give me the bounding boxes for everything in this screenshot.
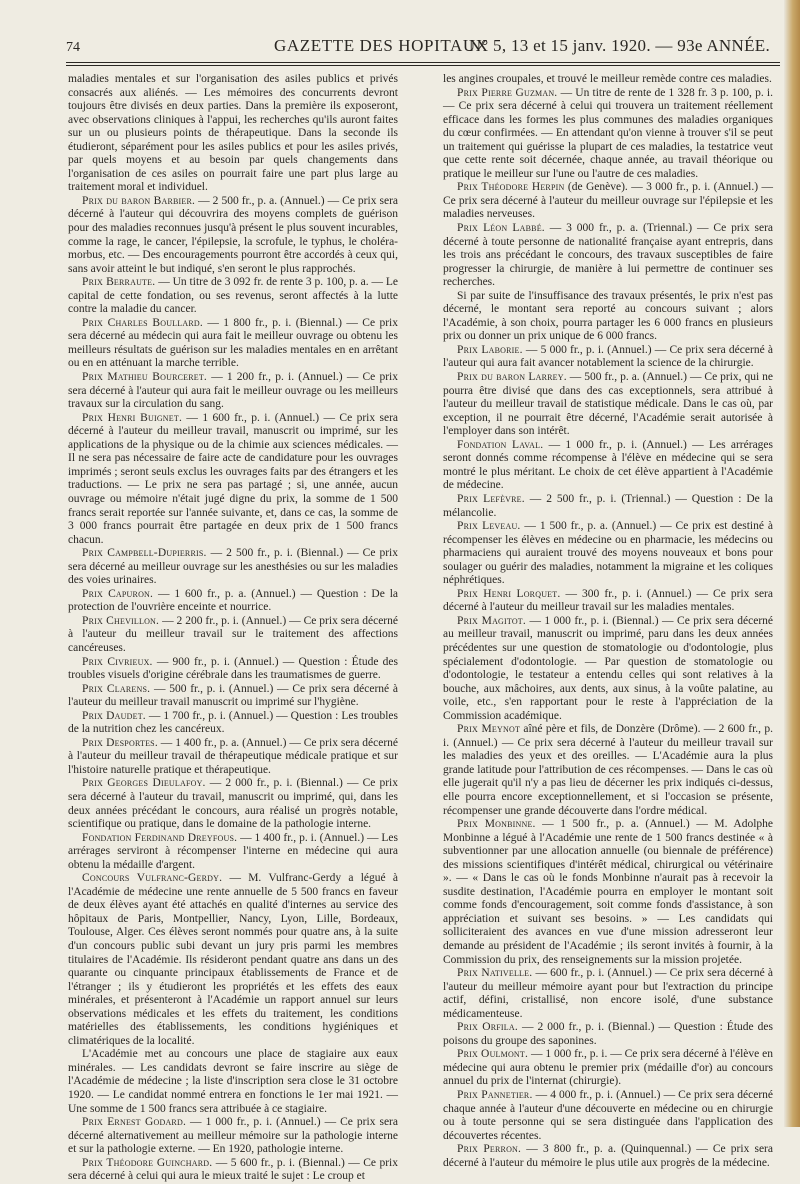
prize-name: Prix Berraute. [82,276,156,289]
prize-name: Prix Magitot. [457,614,526,627]
prize-name: Prix Meynot [457,723,521,736]
paragraph-text: maladies mentales et sur l'organisation des asiles publics et privés consacrés aux aliénés. — Les mémoires des concurrents devront toujours être divisés en deux parties. Dans la première ils exposeront, avec observations cliniques à l'appui, les recherches qu'ils auront faites sur un ou plusieurs points de thérapeutique. Dans la seconde ils étudieront, séparément pour les asiles publics et pour les asiles privés, par quels moyens et au besoin par quels changements dans l'organisation de ces asiles on pourrait faire une part plus large au traitement moral et individuel. [68,73,398,194]
prize-name: Prix Orfila. [457,1021,518,1034]
paragraph-text: — 1 000 fr., p. i. (Annuel.) — Les arrérages seront donnés comme récompense à l'élève en médecine qui se sera montré le plus méritant. Le choix de cet élève appartient à l'Académie de médecine. [443,438,774,492]
paragraph-text: — 600 fr., p. i. (Annuel.) — Ce prix sera décerné à l'auteur du meilleur mémoire ayant pour but l'extraction du principe actif, défini, cristallisé, non encore isolé, d'une substance médicamenteuse. [443,967,773,1020]
prize-name: Prix Clarens. [82,682,151,695]
paragraph-text: — 300 fr., p. i. (Annuel.) — Ce prix sera décerné à l'auteur du meilleur travail sur les maladies mentales. [443,587,773,614]
prize-name: Prix Pannetier. [457,1089,533,1102]
prize-name: Fondation Laval. [457,438,544,451]
paragraph [443,723,773,818]
prize-name: Prix Lefèvre. [457,492,525,505]
paragraph-text: — 2 200 fr., p. i. (Annuel.) — Ce prix sera décerné à l'auteur du meilleur travail sur le traitement des affections cancéreuses. [68,614,398,654]
paragraph-text: les angines croupales, et trouvé le meilleur remède contre ces maladies. [443,73,772,85]
prize-name: Prix Théodore Guinchard. [82,1156,213,1169]
paragraph [68,615,398,656]
header-rule-bottom [66,65,780,66]
paragraph-text: — 5 000 fr., p. i. (Annuel.) — Ce prix sera décerné à l'auteur qui aura fait avancer notablement la science de la chirurgie. [443,343,773,370]
prize-name: Prix du baron Barbier. [82,194,196,207]
paragraph [68,710,398,737]
paragraph [68,656,398,683]
paragraph [443,344,773,371]
paragraph-text: — 1 700 fr., p. i. (Annuel.) — Question : Les troubles de la nutrition chez les cancéreux. [68,709,399,736]
paragraph [443,181,773,222]
paragraph-text: Si par suite de l'insuffisance des travaux présentés, le prix n'est pas décerné, le montant sera reporté au concours suivant ; alors l'Académie, à son choix, pourra partager les 6 000 francs en plusieurs prix ou donner un prix unique de 6 000 francs. [443,289,773,343]
paragraph-text: — 1 000 fr., p. i. (Annuel.) — Ce prix sera décerné alternativement au meilleur mémoire sur la pathologie interne et sur la pathologie externe. — En 1920, pathologie interne. [68,1116,398,1156]
left-column [68,73,398,1184]
paragraph-text: — 2 000 fr., p. i. (Biennal.) — Question : Étude des poisons du groupe des saponines. [443,1021,773,1047]
paragraph-text: — 1 500 fr., p. a. (Annuel.) — Ce prix est destiné à récompenser les élèves en médecine ou en pharmacie, les médecins ou pharmaciens qui auraient trouvé des moyens nouveaux et bons pour soulager ou guérir des maladies, notamment la migraine et les coliques néphrétiques. [443,520,773,587]
header-rule-top [66,62,780,63]
right-column [443,73,773,1170]
paragraph [68,412,398,547]
prize-name: Prix Chevillon. [82,614,160,627]
paragraph [443,1021,773,1048]
paragraph [443,87,773,182]
paragraph-text: — M. Vulfranc-Gerdy a légué à l'Académie de médecine une rente annuelle de 5 500 francs en faveur de deux élèves ayant été attachés en qualité d'internes au service des hôpitaux de Paris, Montpellier, Nancy, Lyon, Lille, Bordeaux, Toulouse, Alger. Ces élèves seront nommés pour quatre ans, à la suite d'un concours public subi devant un jury pris parmi les membres titulaires de l'Académie. Ils résideront pendant quatre ans dans un des quarante ou cinquante principaux établissements de France et de l'étranger ; ils y étudieront les propriétés et les effets des eaux minérales, et présenteront à l'Académie un rapport annuel sur leurs observations médicales et les effets du traitement, les conditions matérielles des établissements, les conditions hygiéniques et climatériques de la localité. [68,872,398,1047]
paragraph [68,371,398,412]
page-number: 74 [66,40,80,55]
prize-name: Prix Oulmont. [457,1048,529,1061]
prize-name: Prix Pierre Guzman. [457,86,558,99]
prize-name: Prix Laborie. [457,343,523,356]
paragraph [68,1048,398,1116]
paragraph-text: — 1 000 fr., p. i. (Biennal.) — Ce prix sera décerné au meilleur travail, manuscrit ou imprimé, paru dans les deux années précédentes sur une question de stomatologie ou d'odontologie, plus spécialement d'odontologie. — Par question de stomatologie ou d'odontologie, le testateur a entendu celles qui sont relatives à la bouche, aux mâchoires, aux dents, aux sinus, à la voûte palatine, au voile, etc., s'en rapportant pour le reste à l'appréciation de la Commission académique. [443,614,773,722]
prize-name: Prix Perron. [457,1143,522,1156]
paragraph-text: — 4 000 fr., p. i. (Annuel.) — Ce prix sera décerné chaque année à l'auteur d'une découverte en médecine ou en chirurgie ou à toute personne qui se sera distinguée dans l'application des découvertes récentes. [443,1089,774,1142]
prize-name: Prix Desportes. [82,736,158,749]
running-title: GAZETTE DES HOPITAUX [274,36,489,55]
paragraph-text: — 2 500 fr., p. i. (Triennal.) — Question : De la mélancolie. [443,492,773,519]
paragraph-text: — 500 fr., p. i. (Annuel.) — Ce prix sera décerné à l'auteur du meilleur travail manuscrit ou imprimé sur l'hygiène. [68,682,398,709]
paragraph-text: — 1 400 fr., p. i. (Annuel.) — Les arrérages serviront à récompenser l'interne en médecine qui aura obtenu la médaille d'argent. [68,831,398,871]
prize-name: Prix Georges Dieulafoy. [82,777,206,790]
prize-name: Prix Ernest Godard. [82,1116,187,1129]
prize-name: Prix Campbell-Dupierris. [82,547,207,560]
paragraph [443,588,773,615]
prize-name: Prix Leveau. [457,520,521,533]
paragraph [68,832,398,873]
paragraph [68,777,398,831]
page-edge [784,0,800,1127]
paragraph [68,588,398,615]
issue-info: N° 5, 13 et 15 janv. 1920. — 93e ANNÉE. [468,36,770,55]
paragraph-text: — 5 600 fr., p. i. (Biennal.) — Ce prix sera décerné à celui qui aura le mieux traité le sujet : Le croup et [68,1156,398,1183]
paragraph-text: — 1 500 fr., p. a. (Annuel.) — M. Adolphe Monbinne a légué à l'Académie une rente de 1 500 francs destinée « à subventionner par une allocation annuelle (ou biennale de préférence) des missions scientifiques d'intérêt médical, chirurgical ou vétérinaire ». — « Dans le cas où le fonds Monbinne n'aurait pas à recevoir la susdite destination, l'Académie pourra en employer le montant soit comme fonds d'encouragement, soit comme fonds d'assistance, à son appréciation et suivant ses besoins. » — Les candidats qui solliciteraient des avances en vue d'une mission adresseront leur demande au président de l'Académie ; ils seront invités à fournir, à la Commission du prix, des renseignements sur la mission projetée. [443,818,773,966]
prize-name: Prix Mathieu Bourceret. [82,371,208,384]
prize-name: Prix Henri Buignet. [82,411,183,424]
paragraph-text: — 500 fr., p. a. (Annuel.) — Ce prix, qui ne pourra être divisé que dans des cas exceptionnels, sera attribué à l'auteur du meilleur travail de statistique médicale. Dans le cas où, par exception, il ne pourrait être décerné, l'Académie serait autorisée à l'employer dans son intérêt. [443,371,773,438]
paragraph [443,1143,773,1170]
paragraph [68,195,398,276]
paragraph [68,683,398,710]
prize-name: Fondation Ferdinand Dreyfous. [82,831,238,844]
prize-name: Prix Léon Labbé. [457,222,545,235]
paragraph [68,73,398,195]
paragraph-text: — Un titre de 3 092 fr. de rente 3 p. 100, p. a. — Le capital de cette fondation, ou ses revenus, seront affectés à la lutte contre la maladie du cancer. [68,276,399,316]
paragraph-text: — 2 500 fr., p. a. (Annuel.) — Ce prix sera décerné à l'auteur qui découvrira des moyens complets de guérison pour des maladies reconnues jusqu'à présent le plus souvent incurables, comme la rage, le cancer, l'épilepsie, la scrofule, le typhus, le choléra-morbus, etc. — Des encouragements pourront être accordés à ceux qui, sans avoir atteint le but indiqué, s'en seront le plus rapprochés. [68,194,398,275]
prize-name: Prix du baron Larrey. [457,371,567,384]
paragraph [68,547,398,588]
prize-name: Prix Capuron. [82,587,154,600]
prize-name: Prix Nativelle. [457,967,533,980]
paragraph [443,290,773,344]
paragraph [443,615,773,723]
paragraph-text: — 1 200 fr., p. i. (Annuel.) — Ce prix sera décerné à l'auteur qui aura fait le meilleur ouvrage ou les meilleurs travaux sur la circulation du sang. [68,371,398,411]
paragraph [68,1157,398,1184]
paragraph [443,439,773,493]
paragraph-text: — 1 400 fr., p. a. (Annuel.) — Ce prix sera décerné à l'auteur du meilleur travail de thérapeutique médicale pratique et sur l'histoire naturelle pratique et thérapeutique. [68,736,399,776]
paragraph [68,1116,398,1157]
paragraph-text: aîné père et fils, de Donzère (Drôme). — 2 600 fr., p. i. (Annuel.) — Ce prix sera décerné à l'auteur du meilleur travail sur les maladies des yeux et des oreilles. — L'Académie aura la plus grande latitude pour l'attribution de ces récompenses. — Dans le cas où elle jugerait qu'il n'y a pas lieu de décerner les prix indiqués ci-dessus, elle pourra encore exceptionnellement, et si l'occasion se présente, récompenser une grande découverte dans l'ordre médical. [443,723,773,817]
paragraph-text: — Un titre de rente de 1 328 fr. 3 p. 100, p. i. — Ce prix sera décerné à celui qui trouvera un traitement réellement efficace dans les formes les plus communes des maladies organiques du cœur confirmées. — En attendant qu'on vienne à trouver s'il se peut un traitement qui guérisse la plupart de ces maladies, la testatrice veut que cette rente soit décernée, chaque année, au travail théorique ou pratique le meilleur sur l'une ou l'autre de ces maladies. [443,86,773,180]
paragraph-text: — 2 500 fr., p. i. (Biennal.) — Ce prix sera décerné au meilleur ouvrage sur les anesthésies ou sur les maladies des voies urinaires. [68,547,398,587]
paragraph [443,222,773,290]
paragraph-text: — 1 600 fr., p. a. (Annuel.) — Question : De la protection de l'ouvrière enceinte et nourrice. [68,587,398,614]
prize-name: Prix Charles Boullard. [82,316,203,329]
paragraph [443,371,773,439]
paragraph [68,737,398,778]
page-header [66,34,780,58]
prize-name: Concours Vulfranc-Gerdy. [82,872,223,885]
paragraph [443,1048,773,1089]
paragraph-text: — 900 fr., p. i. (Annuel.) — Question : Étude des troubles visuels d'origine cérébrale dans les traumatismes de guerre. [68,655,398,682]
prize-name: Prix Henri Lorquet. [457,587,561,600]
paragraph [443,493,773,520]
paragraph [68,872,398,1048]
prize-name: Prix Civrieux. [82,655,153,668]
paragraph [68,276,398,317]
paragraph [68,317,398,371]
paragraph-text: — 1 600 fr., p. i. (Annuel.) — Ce prix sera décerné à l'auteur du meilleur travail, manuscrit ou imprimé, sur les applications de la physique ou de la chimie aux sciences médicales. — Il ne sera pas nécessaire de faire acte de candidature pour les ouvrages imprimés ; seront seuls exclus les ouvrages faits par des étrangers et les traductions. — Le prix ne sera pas partagé ; si, une année, aucun ouvrage ou mémoire n'était jugé digne du prix, la somme de 1 500 francs serait reportée sur l'année suivante, et, dans ce cas, la somme de 3 000 francs pourrait être partagée en deux prix de 1 500 francs chacun. [68,411,399,546]
prize-name: Prix Daudet. [82,709,146,722]
paragraph-text: — 3 800 fr., p. a. (Quinquennal.) — Ce prix sera décerné à l'auteur du mémoire le plus utile aux progrès de la médecine. [443,1143,773,1169]
paragraph-text: — 1 800 fr., p. i. (Biennal.) — Ce prix sera décerné au médecin qui aura fait le meilleur ouvrage ou obtenu les meilleurs résultats de guérison sur les maladies mentales en en arrêtant ou en en atténuant la marche terrible. [68,316,398,370]
paragraph [443,967,773,1021]
paragraph [443,1089,773,1143]
paragraph-text: — 1 000 fr., p. i. — Ce prix sera décerné à l'élève en médecine qui aura obtenu le premier prix (médaille d'or) au concours annuel du prix de l'internat (chirurgie). [443,1048,773,1088]
paragraph [443,73,773,87]
paragraph-text: — 3 000 fr., p. a. (Triennal.) — Ce prix sera décerné à toute personne de nationalité française ayant entrepris, dans les trois ans précédant le concours, des travaux susceptibles de faire progresser la chirurgie, de manière à lui permettre de continuer ses recherches. [443,222,773,289]
prize-name: Prix Monbinne. [457,818,536,831]
prize-name: Prix Théodore Herpin [457,181,565,194]
paragraph-text: (de Genève). — 3 000 fr., p. i. (Annuel.) — Ce prix sera décerné à l'auteur du meilleur ouvrage sur l'épilepsie et les maladies nerveuses. [443,181,773,221]
paragraph [443,520,773,588]
paragraph [443,818,773,967]
paragraph-text: — 2 000 fr., p. i. (Biennal.) — Ce prix sera décerné à l'auteur du travail, manuscrit ou imprimé, qui, dans les deux années précédant le concours, aura réalisé un progrès notable, scientifique ou pratique, dans le domaine de la pathologie interne. [68,777,399,831]
paragraph-text: L'Académie met au concours une place de stagiaire aux eaux minérales. — Les candidats devront se faire inscrire au siège de l'Académie de médecine ; la liste d'inscription sera close le 31 octobre 1920. — Le candidat nommé entrera en fonctions le 1er mai 1921. — Une somme de 1 500 francs sera attribuée à ce stagiaire. [68,1048,398,1115]
